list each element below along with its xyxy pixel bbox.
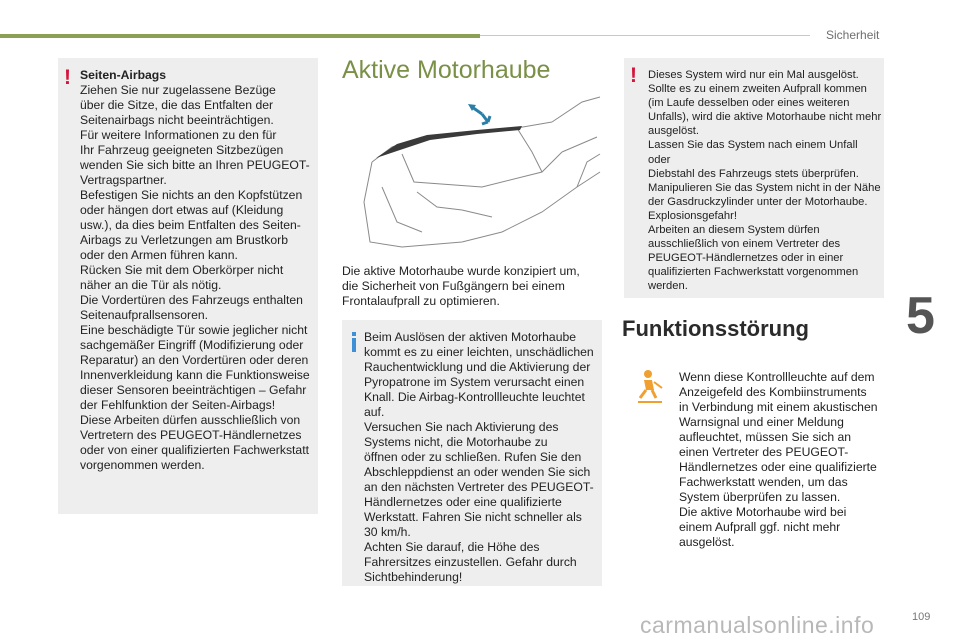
single-trigger-warning-text: Dieses System wird nur ein Mal ausgelöst. Sollte es zu einem zweiten Aufprall kommen (im Laufe desselben oder eines weiteren Unfalls), wird die aktive Motorhaube nicht mehr ausgelöst. Lassen Sie das System nach einem Unfall oder Diebstahl des Fahrzeugs stets überprüfen. Manipulieren Sie das System nicht in der Nähe der Gasdruckzylinder unter der Motorhaube. Explosionsgefahr! Arbeiten an diesem System dürfen ausschließlich von einem Vertreter des PEUGEOT-Händlernetzes oder in einer qualifizierten Fachwerkstatt vorgenommen werden. bbox=[648, 69, 882, 293]
side-airbag-warning-box bbox=[58, 58, 318, 514]
side-airbag-title: Seiten-Airbags bbox=[80, 68, 167, 82]
active-hood-info-text: Beim Auslösen der aktiven Motorhaube kommt es zu einer leichten, unschädlichen Rauchentwicklung und die Aktivierung der Pyropatrone im System verursacht einen Knall. Die Airbag-Kontrollleuchte leuchtet auf. Versuchen Sie nach Aktivierung des Systems nicht, die Motorhaube zu öffnen oder zu schließen. Rufen Sie den Abschleppdienst an oder wenden Sie sich an den nächsten Vertreter des PEUGEOT- Händlernetzes oder eine qualifizierte Werkstatt. Fahren Sie nicht schneller als 30 km/h. Achten Sie darauf, die Höhe des Fahrersitzes einzustellen. Gefahr durch Sichtbehinderung! bbox=[364, 330, 594, 584]
warning-exclamation-icon: ! bbox=[64, 66, 71, 89]
warning-exclamation-icon: ! bbox=[630, 64, 637, 87]
active-hood-intro: Die aktive Motorhaube wurde konzipiert um, die Sicherheit von Fußgängern bei einem Frontalaufprall zu optimieren. bbox=[342, 264, 580, 308]
single-trigger-warning-box bbox=[624, 58, 884, 298]
side-airbag-text: Ziehen Sie nur zugelassene Bezüge über die Sitze, die das Entfalten der Seitenairbags nicht beeinträchtigen. Für weitere Informationen zu den für Ihr Fahrzeug geeigneten Sitzbezügen wenden Sie sich bitte an Ihren PEUGEOT- Vertragspartner. Befestigen Sie nichts an den Kopfstützen oder hängen dort etwas auf (Kleidung usw.), da dies beim Entfalten des Seiten- Airbags zu Verletzungen am Brustkorb oder den Armen führen kann. Rücken Sie mit dem Oberkörper nicht näher an die Tür als nötig. Die Vordertüren des Fahrzeugs enthalten Seitenaufprallsensoren. Eine beschädigte Tür sowie jeglicher nicht sachgemäßer Eingriff (Modifizierung oder Reparatur) an den Vordertüren oder deren Innenverkleidung kann die Funktionsweise dieser Sensoren beeinträchtigen – Gefahr der Fehlfunktion der Seiten-Airbags! Diese Arbeiten dürfen ausschließlich von Vertretern des PEUGEOT-Händlernetzes oder von einer qualifizierten Fachwerkstatt vorgenommen werden. bbox=[80, 83, 310, 472]
malfunction-text: Wenn diese Kontrollleuchte auf dem Anzeigefeld des Kombiinstruments in Verbindung mit einem akustischen Warnsignal und einer Meldung aufleuchtet, müssen Sie sich an einen Vertreter des PEUGEOT- Händlernetzes oder eine qualifizierte Fachwerkstatt wenden, um das System überprüfen zu lassen. Die aktive Motorhaube wird bei einem Aufprall ggf. nicht mehr ausgelöst. bbox=[679, 370, 878, 549]
header-rule bbox=[480, 35, 810, 36]
info-icon bbox=[349, 332, 359, 357]
page-number: 109 bbox=[912, 611, 931, 623]
header-accent-bar bbox=[0, 34, 480, 38]
pedestrian-protection-warning-lamp-icon bbox=[636, 368, 664, 404]
malfunction-heading: Funktionsstörung bbox=[622, 316, 809, 341]
watermark: carmanualsonline.info bbox=[640, 612, 875, 638]
active-hood-info-box bbox=[342, 320, 602, 586]
section-label: Sicherheit bbox=[826, 28, 880, 42]
page-title: Aktive Motorhaube bbox=[342, 56, 551, 84]
chapter-number: 5 bbox=[906, 287, 935, 345]
car-hood-illustration bbox=[342, 92, 602, 252]
